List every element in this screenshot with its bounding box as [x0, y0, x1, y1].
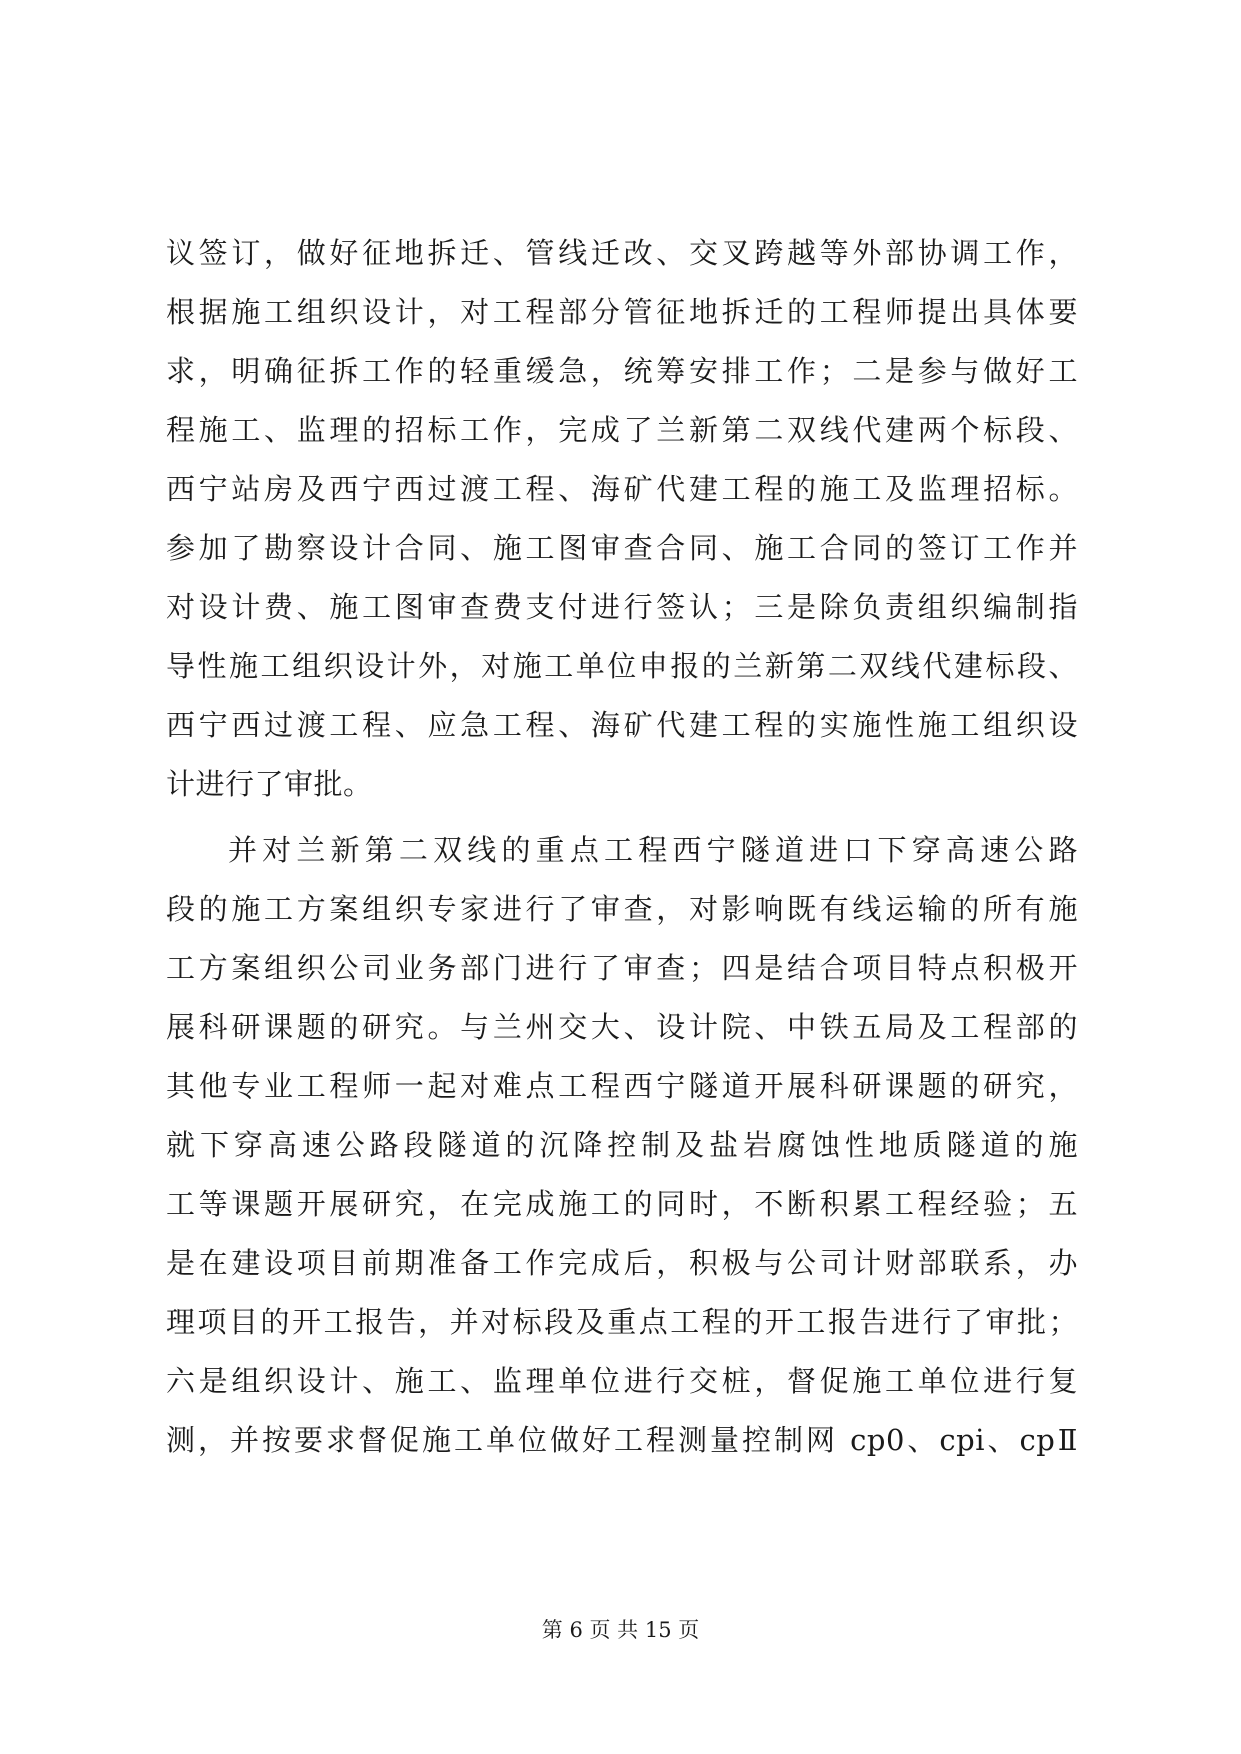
text-line: 其他专业工程师一起对难点工程西宁隧道开展科研课题的研究， — [166, 1069, 1078, 1103]
text-line: 求，明确征拆工作的轻重缓急，统筹安排工作；二是参与做好工 — [166, 354, 1078, 388]
text-line: 展科研课题的研究。与兰州交大、设计院、中铁五局及工程部的 — [166, 1010, 1078, 1044]
text-line: 测，并按要求督促施工单位做好工程测量控制网 cp0、cpi、cpⅡ — [166, 1423, 1078, 1457]
paragraph-2 — [166, 821, 1078, 1470]
text-line: 根据施工组织设计，对工程部分管征地拆迁的工程师提出具体要 — [166, 295, 1078, 329]
text-line: 工方案组织公司业务部门进行了审查；四是结合项目特点积极开 — [166, 951, 1078, 985]
text-line: 对设计费、施工图审查费支付进行签认；三是除负责组织编制指 — [166, 590, 1078, 624]
text-line: 工等课题开展研究，在完成施工的同时，不断积累工程经验；五 — [166, 1187, 1078, 1221]
page-number-label: 第 6 页 共 15 页 — [541, 1618, 700, 1642]
document-body — [166, 224, 1078, 1470]
paragraph-spacer — [166, 814, 1078, 821]
text-line: 并对兰新第二双线的重点工程西宁隧道进口下穿高速公路 — [228, 833, 1078, 867]
text-line: 程施工、监理的招标工作，完成了兰新第二双线代建两个标段、 — [166, 413, 1078, 447]
text-line: 六是组织设计、施工、监理单位进行交桩，督促施工单位进行复 — [166, 1364, 1078, 1398]
text-line: 就下穿高速公路段隧道的沉降控制及盐岩腐蚀性地质隧道的施 — [166, 1128, 1078, 1162]
page-footer — [0, 1614, 1241, 1644]
text-line: 导性施工组织设计外，对施工单位申报的兰新第二双线代建标段、 — [166, 649, 1078, 683]
text-line: 是在建设项目前期准备工作完成后，积极与公司计财部联系，办 — [166, 1246, 1078, 1280]
text-line: 西宁站房及西宁西过渡工程、海矿代建工程的施工及监理招标。 — [166, 472, 1078, 506]
text-line: 计进行了审批。 — [166, 767, 373, 801]
text-line: 参加了勘察设计合同、施工图审查合同、施工合同的签订工作并 — [166, 531, 1078, 565]
text-line: 段的施工方案组织专家进行了审查，对影响既有线运输的所有施 — [166, 892, 1078, 926]
text-line: 西宁西过渡工程、应急工程、海矿代建工程的实施性施工组织设 — [166, 708, 1078, 742]
text-line: 议签订，做好征地拆迁、管线迁改、交叉跨越等外部协调工作， — [166, 236, 1078, 270]
paragraph-1 — [166, 224, 1078, 814]
text-line: 理项目的开工报告，并对标段及重点工程的开工报告进行了审批； — [166, 1305, 1078, 1339]
